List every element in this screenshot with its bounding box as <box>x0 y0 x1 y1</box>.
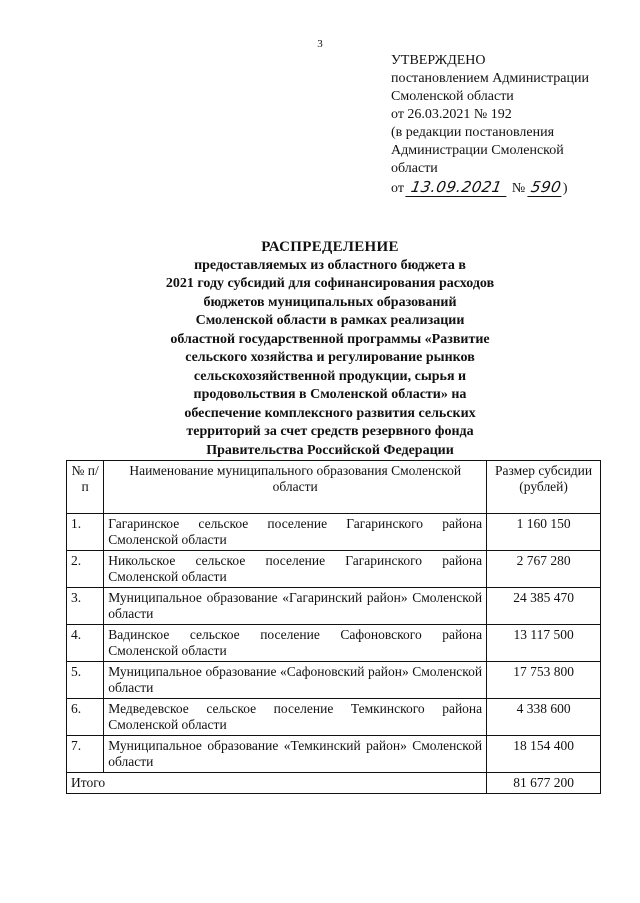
table-row <box>67 736 601 773</box>
table-row <box>67 514 601 551</box>
row-name: Медведевское сельское поселение Темкинского района Смоленской области <box>104 699 487 736</box>
row-name: Муниципальное образование «Темкинский район» Смоленской области <box>104 736 487 773</box>
row-sum: 4 338 600 <box>487 699 601 736</box>
row-number: 4. <box>67 625 104 662</box>
row-number: 6. <box>67 699 104 736</box>
approval-line: Администрации Смоленской <box>391 143 564 158</box>
total-sum: 81 677 200 <box>487 773 601 794</box>
table-header-row <box>67 461 601 514</box>
row-number: 7. <box>67 736 104 773</box>
amendment-signature-line <box>391 178 631 198</box>
row-sum: 2 767 280 <box>487 551 601 588</box>
title-main: РАСПРЕДЕЛЕНИЕ <box>261 239 399 255</box>
title-line: обеспечение комплексного развития сельских <box>184 405 476 421</box>
row-number: 1. <box>67 514 104 551</box>
header-sum: Размер субсидии (рублей) <box>487 461 601 514</box>
table-row <box>67 699 601 736</box>
approval-line: от 26.03.2021 № 192 <box>391 107 512 122</box>
row-name: Муниципальное образование «Сафоновский район» Смоленской области <box>104 662 487 699</box>
header-name: Наименование муниципального образования Смоленской области <box>104 461 487 514</box>
sign-suffix: ) <box>562 181 568 196</box>
row-sum: 13 117 500 <box>487 625 601 662</box>
approval-stamp <box>391 52 631 198</box>
approval-line: постановлением Администрации <box>391 71 589 86</box>
handwritten-date: 13.09.2021 <box>406 178 510 197</box>
table-row <box>67 588 601 625</box>
row-sum: 24 385 470 <box>487 588 601 625</box>
row-name: Гагаринское сельское поселение Гагаринского района Смоленской области <box>104 514 487 551</box>
sign-prefix: от <box>391 181 404 196</box>
table-row <box>67 625 601 662</box>
row-sum: 1 160 150 <box>487 514 601 551</box>
title-line: Смоленской области в рамках реализации <box>195 313 465 328</box>
title-line: территорий за счет средств резервного фонда <box>186 424 474 439</box>
table-row <box>67 551 601 588</box>
title-line: сельскохозяйственной продукции, сырья и <box>193 368 467 384</box>
title-line: продовольствия в Смоленской области» на <box>193 387 467 402</box>
sign-number-label: № <box>511 181 526 196</box>
row-number: 5. <box>67 662 104 699</box>
row-sum: 17 753 800 <box>487 662 601 699</box>
title-line: 2021 году субсидий для софинансирования расходов <box>165 276 495 291</box>
title-line: Правительства Российской Федерации <box>206 442 454 458</box>
title-line: областной государственной программы «Развитие <box>170 331 490 347</box>
table-total-row <box>67 773 601 794</box>
document-title <box>100 238 560 460</box>
title-line: бюджетов муниципальных образований <box>203 294 457 310</box>
title-line: сельского хозяйства и регулирование рынков <box>185 350 475 365</box>
row-name: Муниципальное образование «Гагаринский район» Смоленской области <box>104 588 487 625</box>
page-number: 3 <box>317 38 323 50</box>
handwritten-number: 590 <box>527 178 564 197</box>
approval-line: Смоленской области <box>391 89 514 104</box>
row-name: Вадинское сельское поселение Сафоновского района Смоленской области <box>104 625 487 662</box>
table-row <box>67 662 601 699</box>
total-label: Итого <box>67 773 487 794</box>
title-line: предоставляемых из областного бюджета в <box>194 257 466 273</box>
row-name: Никольское сельское поселение Гагаринского района Смоленской области <box>104 551 487 588</box>
row-sum: 18 154 400 <box>487 736 601 773</box>
row-number: 3. <box>67 588 104 625</box>
header-number: № п/п <box>67 461 104 514</box>
distribution-table <box>66 460 601 794</box>
approval-line: УТВЕРЖДЕНО <box>391 53 486 68</box>
approval-line: (в редакции постановления <box>391 125 555 140</box>
approval-line: области <box>391 161 438 176</box>
row-number: 2. <box>67 551 104 588</box>
